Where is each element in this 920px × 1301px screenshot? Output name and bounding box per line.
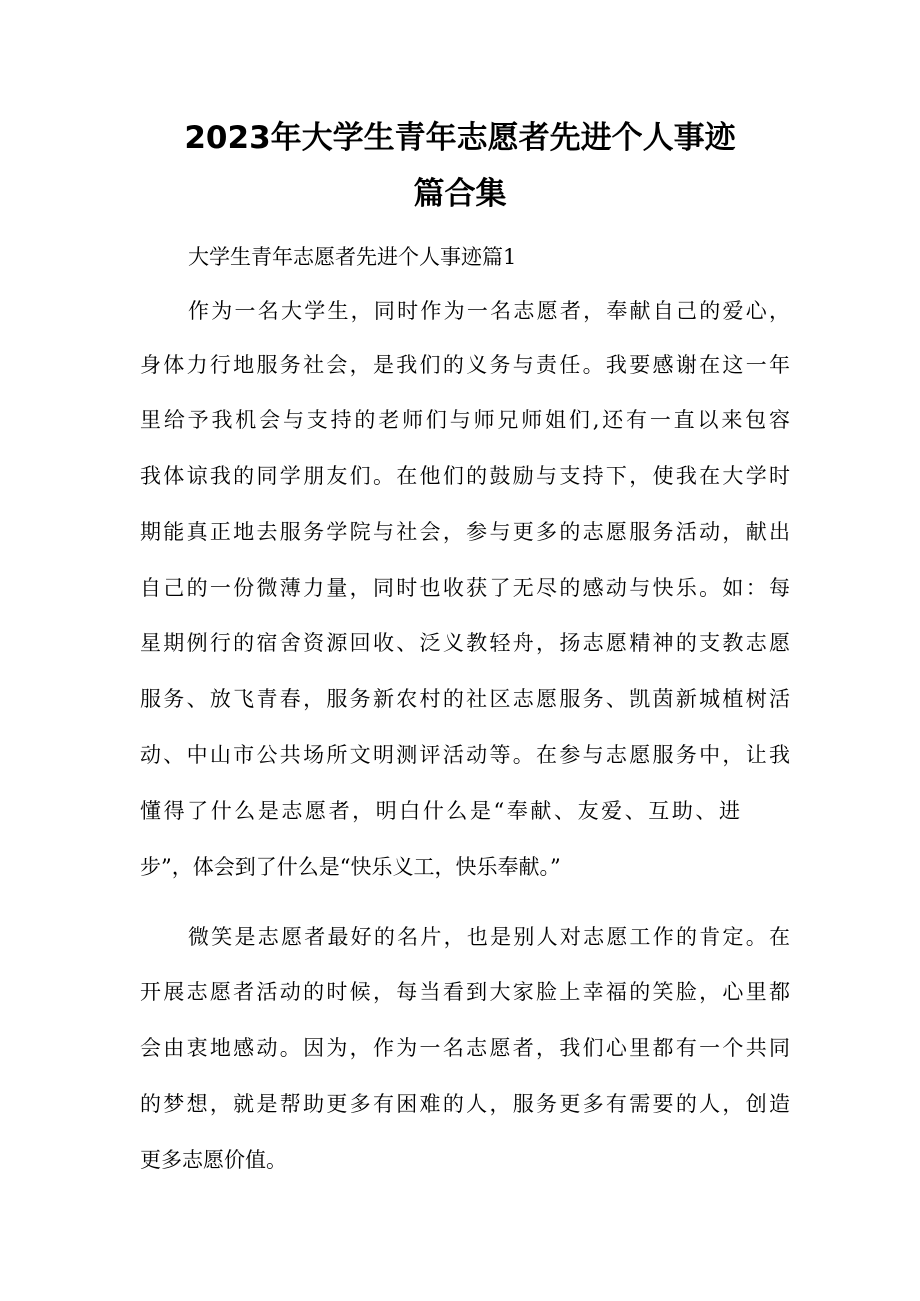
paragraph-1-line: 期能真正地去服务学院与社会，参与更多的志愿服务活动，献出: [140, 520, 790, 544]
paragraph-1-line: 服务、放飞青春，服务新农村的社区志愿服务、凯茵新城植树活: [140, 687, 790, 711]
paragraph-1-line: 步”，体会到了什么是“快乐义工，快乐奉献。”: [140, 855, 561, 879]
paragraph-2-line: 的梦想，就是帮助更多有困难的人，服务更多有需要的人，创造: [140, 1092, 790, 1116]
paragraph-1-line: 里给予我机会与支持的老师们与师兄师姐们,还有一直以来包容: [140, 408, 790, 432]
paragraph-1-line: 星期例行的宿舍资源回收、泛义教轻舟，扬志愿精神的支教志愿: [140, 631, 790, 655]
paragraph-1-line: 作为一名大学生，同时作为一名志愿者，奉献自己的爱心，: [188, 299, 790, 323]
section-heading: 大学生青年志愿者先进个人事迹篇1: [188, 245, 517, 269]
document-title-line-1: 2023年大学生青年志愿者先进个人事迹: [184, 120, 736, 156]
paragraph-1-line: 动、中山市公共场所文明测评活动等。在参与志愿服务中，让我: [140, 743, 790, 767]
paragraph-2-line: 开展志愿者活动的时候，每当看到大家脸上幸福的笑脸，心里都: [140, 980, 790, 1004]
paragraph-1-line: 身体力行地服务社会，是我们的义务与责任。我要感谢在这一年: [140, 353, 790, 377]
paragraph-2-line: 微笑是志愿者最好的名片，也是别人对志愿工作的肯定。在: [188, 925, 790, 949]
paragraph-1-line: 懂得了什么是志愿者，明白什么是“奉献、友爱、互助、进: [140, 799, 740, 823]
paragraph-1-line: 我体谅我的同学朋友们。在他们的鼓励与支持下，使我在大学时: [140, 464, 790, 488]
paragraph-2-line: 会由衷地感动。因为，作为一名志愿者，我们心里都有一个共同: [140, 1036, 790, 1060]
document-title-line-2: 篇合集: [413, 176, 507, 212]
paragraph-1-line: 自己的一份微薄力量，同时也收获了无尽的感动与快乐。如：每: [140, 576, 790, 600]
paragraph-2-line: 更多志愿价值。: [140, 1148, 287, 1172]
